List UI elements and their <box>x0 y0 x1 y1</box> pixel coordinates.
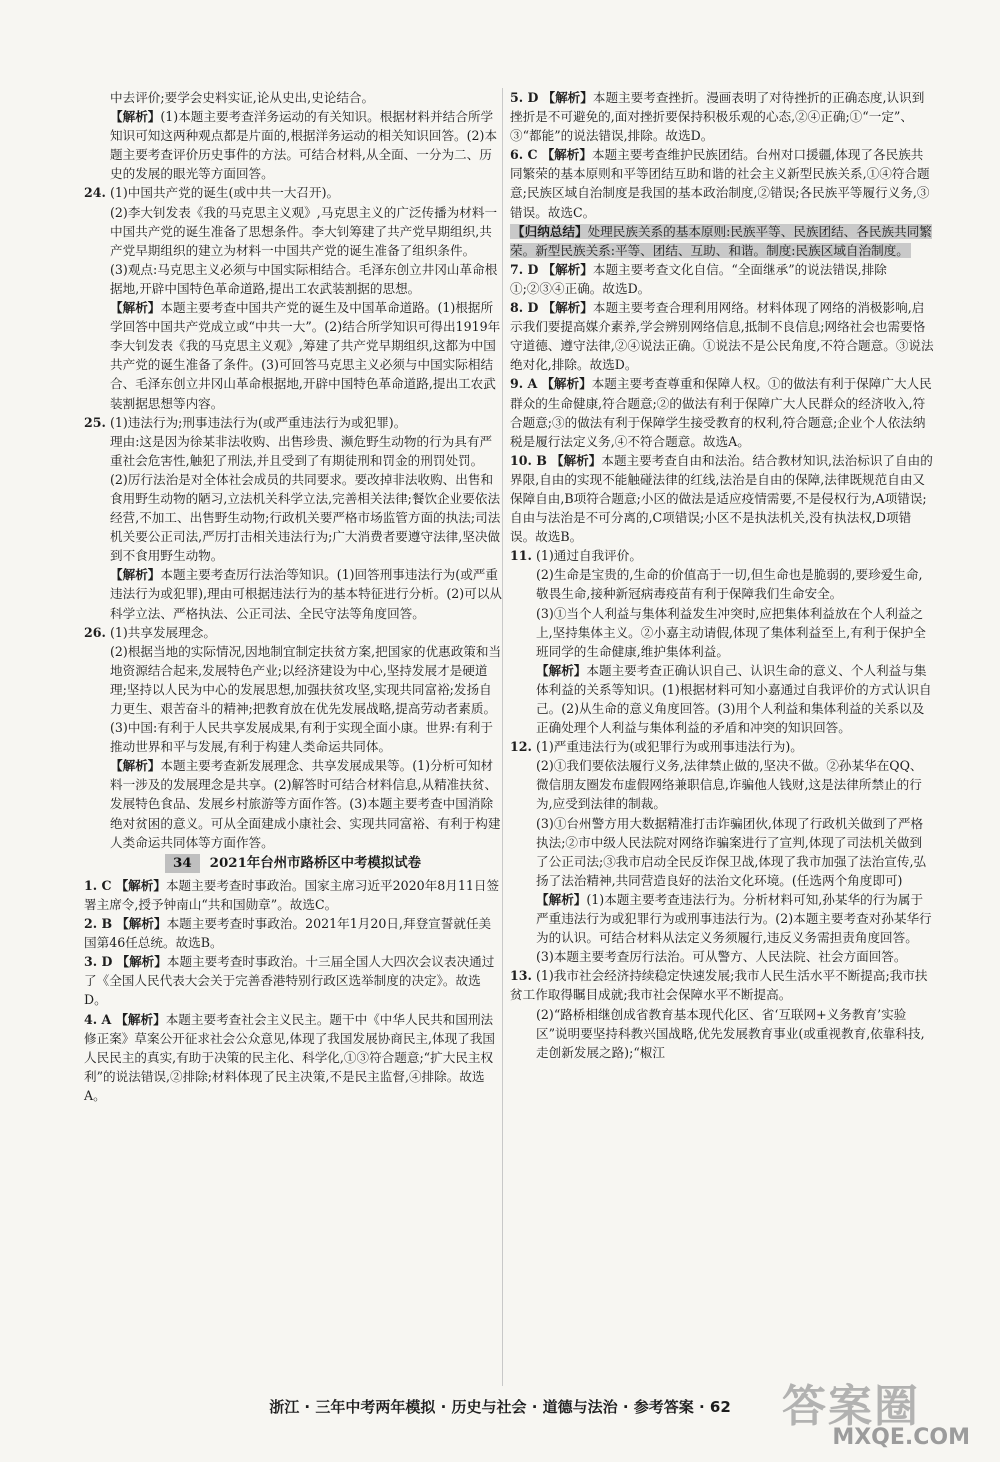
analysis-tag: 【解析】 <box>110 300 161 316</box>
answer-text: 本题主要考查正确认识自己、认识生命的意义、个人利益与集体利益的关系等知识。(1)根据材料可知小嘉通过自我评价的方式认识自己。(2)从生命的意义角度回答。(3)用个人利益和集体利益的关系以及正确处理个人利益与集体利益的矛盾和冲突的知识回答。 <box>536 662 932 736</box>
answer-text: (2)李大钊发表《我的马克思主义观》,马克思主义的广泛传播为材料一中国共产党的诞生准备了思想条件。李大钊筹建了共产党早期组织,共产党早期组织的建立为材料一中国共产党的诞生准备了组织条件。 <box>110 204 498 258</box>
answer-paragraph <box>510 604 934 661</box>
answer-text: (3)①当个人利益与集体利益发生冲突时,应把集体利益放在个人利益之上,坚持集体主义。②小嘉主动请假,体现了集体利益至上,有利于保护全班同学的生命健康,维护集体利益。 <box>536 605 926 659</box>
answer-text: (3)①台州警方用大数据精准打击诈骗团伙,体现了行政机关做到了严格执法;②市中级人民法院对网络诈骗案进行了宣判,体现了司法机关做到了公正司法;③我市启动全民反诈保卫战,体现了我市加强了法治宣传,弘扬了法治精神,共同营造良好的法治文化环境。(任选两个角度即可) <box>536 815 927 888</box>
answer-item <box>84 876 502 914</box>
analysis-tag: 【解析】 <box>542 300 593 316</box>
analysis-tag: 【解析】 <box>550 452 602 468</box>
answer-text: (1)本题主要考查违法行为。分析材料可知,孙某华的行为属于严重违法行为或犯罪行为或刑事违法行为。(2)本题主要考查对孙某华行为的认识。可结合材料从法定义务须履行,违反义务需担责角度回答。(3)本题主要考查厉行法治。可从警方、人民法院、社会方面回答。 <box>536 891 932 965</box>
answer-paragraph <box>84 260 502 298</box>
summary-note <box>510 222 934 260</box>
answer-item <box>510 260 934 298</box>
question-number: 1. C <box>84 877 112 893</box>
answer-text: 本题主要考查尊重和保障人权。①的做法有利于保障广大人民群众的生命健康,符合题意;②的做法有利于保障广大人民群众的经济收入,符合题意;③的做法有利于保障学生接受教育的权利,符合题意;企业个人依法纳税是履行法定义务,④不符合题意。故选A。 <box>510 376 932 449</box>
analysis-tag: 【解析】 <box>110 109 161 125</box>
answer-item <box>510 374 934 450</box>
analysis-tag: 【解析】 <box>110 567 161 583</box>
answer-text: (1)严重违法行为(或犯罪行为或刑事违法行为)。 <box>535 739 803 755</box>
answer-paragraph <box>84 203 502 260</box>
answer-text: (3)观点:马克思主义必须与中国实际相结合。毛泽东创立井冈山革命根据地,开辟中国特色革命道路,提出工农武装割据的思想。 <box>110 261 498 296</box>
question-number: 11. <box>510 548 532 564</box>
answer-item <box>510 451 934 546</box>
analysis-tag: 【解析】 <box>542 90 593 105</box>
answer-text: 本题主要考查自由和法治。结合教材知识,法治标识了自由的界限,自由的实现不能触碰法律的红线,法治是自由的保障,法律既规范自由又保障自由,B项符合题意;小区的做法是适应疫情需要,不是侵权行为,A项错误;自由与法治是不可分离的,C项错误;小区不是执法机关,没有执法权,D项错误。故选B。 <box>510 452 933 545</box>
question-number: 3. D <box>84 954 113 970</box>
answer-item <box>84 914 502 952</box>
analysis-tag: 【解析】 <box>110 758 161 774</box>
question-number: 25. <box>84 414 106 430</box>
answer-paragraph <box>510 756 934 813</box>
analysis-tag: 【解析】 <box>541 147 592 163</box>
question-number: 6. C <box>510 147 538 163</box>
answer-item <box>510 298 934 374</box>
answer-paragraph <box>84 565 502 622</box>
answer-text: (2)生命是宝贵的,生命的价值高于一切,但生命也是脆弱的,要珍爱生命,敬畏生命,接种新冠病毒疫苗有利于保障我们生命安全。 <box>536 567 923 602</box>
answer-text: 本题主要考查维护民族团结。台州对口援疆,体现了各民族共同繁荣的基本原则和平等团结互助和谐的社会主义新型民族关系,①④符合题意;民族区域自治制度是我国的基本政治制度,②错误;各民族平等履行义务,③错误。故选C。 <box>510 147 930 220</box>
question-number: 5. D <box>510 90 539 105</box>
page-footer: 浙江 · 三年中考两年模拟 · 历史与社会 · 道德与法治 · 参考答案 · 62 <box>269 1398 731 1416</box>
answer-paragraph <box>84 756 502 851</box>
answer-paragraph <box>84 642 502 718</box>
answer-text: 本题主要考查中国共产党的诞生及中国革命道路。(1)根据所学回答中国共产党成立或“中共一大”。(2)结合所学知识可得出1919年李大钊发表《我的马克思主义观》,筹建了共产党早期组织,这都为中国共产党的诞生准备了条件。(3)可回答马克思主义必须与中国实际相结合、毛泽东创立井冈山革命根据地,开辟中国特色革命道路,提出工农武装割据思想等内容。 <box>110 300 501 411</box>
analysis-tag: 【解析】 <box>542 261 593 277</box>
answer-text: 本题主要考查时事政治。2021年1月20日,拜登宣誓就任美国第46任总统。故选B。 <box>84 916 492 951</box>
right-column <box>510 88 934 1062</box>
answer-item <box>510 546 934 565</box>
answer-paragraph <box>510 661 934 737</box>
left-column <box>84 88 502 1105</box>
watermark-logo <box>782 1370 982 1450</box>
question-number: 2. B <box>84 916 113 932</box>
section-heading <box>84 854 502 873</box>
answer-item <box>84 1010 502 1105</box>
answer-paragraph <box>510 1005 934 1062</box>
answer-item <box>84 623 502 642</box>
question-number: 7. D <box>510 261 539 277</box>
analysis-tag: 【解析】 <box>536 662 587 678</box>
answer-item <box>84 183 502 202</box>
question-number: 10. B <box>510 452 547 468</box>
answer-text: (1)中国共产党的诞生(或中共一大召开)。 <box>109 185 340 201</box>
answer-text: 本题主要考查挫折。漫画表明了对待挫折的正确态度,认识到挫折是不可避免的,面对挫折要保持积极乐观的心态,②④正确;①“一定”、③“都能”的说法错误,排除。故选D。 <box>510 90 925 144</box>
answer-text: 本题主要考查合理利用网络。材料体现了网络的消极影响,启示我们要提高媒介素养,学会辨别网络信息,抵制不良信息;网络社会也需要恪守道德、遵守法律,②④说法正确。①说法不是公民角度,不符合题意。③说法绝对化,排除。故选D。 <box>510 300 934 373</box>
section-number: 34 <box>165 854 200 873</box>
answer-item <box>510 145 934 221</box>
question-number: 4. A <box>84 1011 112 1027</box>
answer-paragraph <box>510 814 934 890</box>
answer-paragraph <box>84 470 502 565</box>
watermark-url: MXQE.COM <box>832 1425 970 1450</box>
answer-text: 本题主要考查文化自信。“全面继承”的说法错误,排除①;②③④正确。故选D。 <box>510 261 887 296</box>
analysis-tag: 【解析】 <box>116 954 167 970</box>
answer-text: (2)①我们要依法履行义务,法律禁止做的,坚决不做。②孙某华在QQ、微信朋友圈发布虚假网络兼职信息,诈骗他人钱财,这是法律所禁止的行为,应受到法律的制裁。 <box>536 758 923 812</box>
answer-paragraph <box>84 88 502 107</box>
answer-text: (1)违法行为;刑事违法行为(或严重违法行为或犯罪)。 <box>109 414 407 430</box>
answer-text: 处理民族关系的基本原则:民族平等、民族团结、各民族共同繁荣。新型民族关系:平等、团结、互助、和谐。制度:民族区域自治制度。 <box>510 223 932 258</box>
answer-paragraph <box>84 298 502 413</box>
section-title: 2021年台州市路桥区中考模拟试卷 <box>209 854 421 871</box>
question-number: 9. A <box>510 376 538 392</box>
analysis-tag: 【解析】 <box>116 916 167 932</box>
answer-text: 本题主要考查时事政治。十三届全国人大四次会议表决通过了《全国人民代表大会关于完善香港特别行政区选举制度的决定》。故选D。 <box>84 954 495 1008</box>
answer-item <box>510 966 934 1004</box>
answer-item <box>84 952 502 1009</box>
question-number: 24. <box>84 185 106 201</box>
analysis-tag: 【解析】 <box>536 891 587 907</box>
question-number: 26. <box>84 624 106 640</box>
answer-text: (1)通过自我评价。 <box>535 548 642 564</box>
answer-text: (1)本题主要考查洋务运动的有关知识。根据材料并结合所学知识可知这两种观点都是片面的,根据洋务运动的相关知识回答。(2)本题主要考查评价历史事件的方法。可结合材料,从全面、一分为二、历史的发展的眼光等方面回答。 <box>110 109 498 182</box>
answer-text: (1)共享发展理念。 <box>109 624 216 640</box>
answer-paragraph <box>84 432 502 470</box>
answer-item <box>510 737 934 756</box>
answer-paragraph <box>84 718 502 756</box>
answer-item <box>510 88 934 145</box>
answer-text: (1)我市社会经济持续稳定快速发展;我市人民生活水平不断提高;我市扶贫工作取得瞩目成就;我市社会保障水平不断提高。 <box>510 968 928 1003</box>
answer-text: (2)厉行法治是对全体社会成员的共同要求。要改掉非法收购、出售和食用野生动物的陋习,立法机关科学立法,完善相关法律;餐饮企业要依法经营,不加工、出售野生动物;行政机关要严格市场监管方面的执法;司法机关要公正司法,严厉打击相关违法行为;广大消费者要遵守法律,坚决做到不食用野生动物。 <box>110 471 501 564</box>
answer-paragraph <box>510 890 934 966</box>
answer-text: 本题主要考查新发展理念、共享发展成果等。(1)分析可知材料一涉及的发展理念是共享。(2)解答时可结合材料信息,从精准扶贫、发展特色食品、发展乡村旅游等方面作答。(3)本题主要考查中国消除绝对贫困的意义。可从全面建成小康社会、实现共同富裕、有利于构建人类命运共同体等方面作答。 <box>110 758 501 850</box>
answer-text: (2)“路桥相继创成省教育基本现代化区、省‘互联网+义务教育’实验区”说明要坚持科教兴国战略,优先发展教育事业(或重视教育,依靠科技,走创新发展之路);“椒江 <box>536 1006 925 1060</box>
answer-text: 本题主要考查时事政治。国家主席习近平2020年8月11日签署主席令,授予钟南山“共和国勋章”。故选C。 <box>84 877 500 912</box>
answer-text: (3)中国:有利于人民共享发展成果,有利于实现全面小康。世界:有利于推动世界和平与发展,有利于构建人类命运共同体。 <box>110 720 493 755</box>
answer-text: (2)根据当地的实际情况,因地制宜制定扶贫方案,把国家的优惠政策和当地资源结合起来,发展特色产业;以经济建设为中心,坚持发展才是硬道理;坚持以人民为中心的发展思想,加强扶贫攻坚,实现共同富裕;发扬自力更生、艰苦奋斗的精神;把教育放在优先发展战略,提高劳动者素质。 <box>110 643 502 716</box>
answer-text: 理由:这是因为徐某非法收购、出售珍贵、濒危野生动物的行为具有严重社会危害性,触犯了刑法,并且受到了有期徒刑和罚金的刑罚处罚。 <box>110 433 493 468</box>
answer-text: 本题主要考查厉行法治等知识。(1)回答刑事违法行为(或严重违法行为或犯罪),理由可根据违法行为的基本特征进行分析。(2)可以从科学立法、严格执法、公正司法、全民守法等角度回答。 <box>110 567 502 621</box>
analysis-tag: 【解析】 <box>115 1011 166 1027</box>
question-number: 8. D <box>510 300 539 316</box>
analysis-tag: 【解析】 <box>115 877 166 893</box>
question-number: 13. <box>510 968 532 984</box>
answer-paragraph <box>510 565 934 603</box>
answer-item <box>84 413 502 432</box>
answer-paragraph <box>84 107 502 183</box>
answer-text: 本题主要考查社会主义民主。题干中《中华人民共和国刑法修正案》草案公开征求社会公众意见,体现了我国发展协商民主,体现了我国人民民主的真实,有助于决策的民主化、科学化,①③符合题意;“扩大民主权利”的说法错误,②排除;材料体现了民主决策,不是民主监督,④排除。故选A。 <box>84 1011 496 1103</box>
watermark-text: 答案圈 <box>782 1381 920 1432</box>
analysis-tag: 【归纳总结】 <box>512 223 588 239</box>
answer-text: 中去评价;要学会史料实证,论从史出,史论结合。 <box>110 90 375 105</box>
analysis-tag: 【解析】 <box>541 376 592 392</box>
question-number: 12. <box>510 739 532 755</box>
